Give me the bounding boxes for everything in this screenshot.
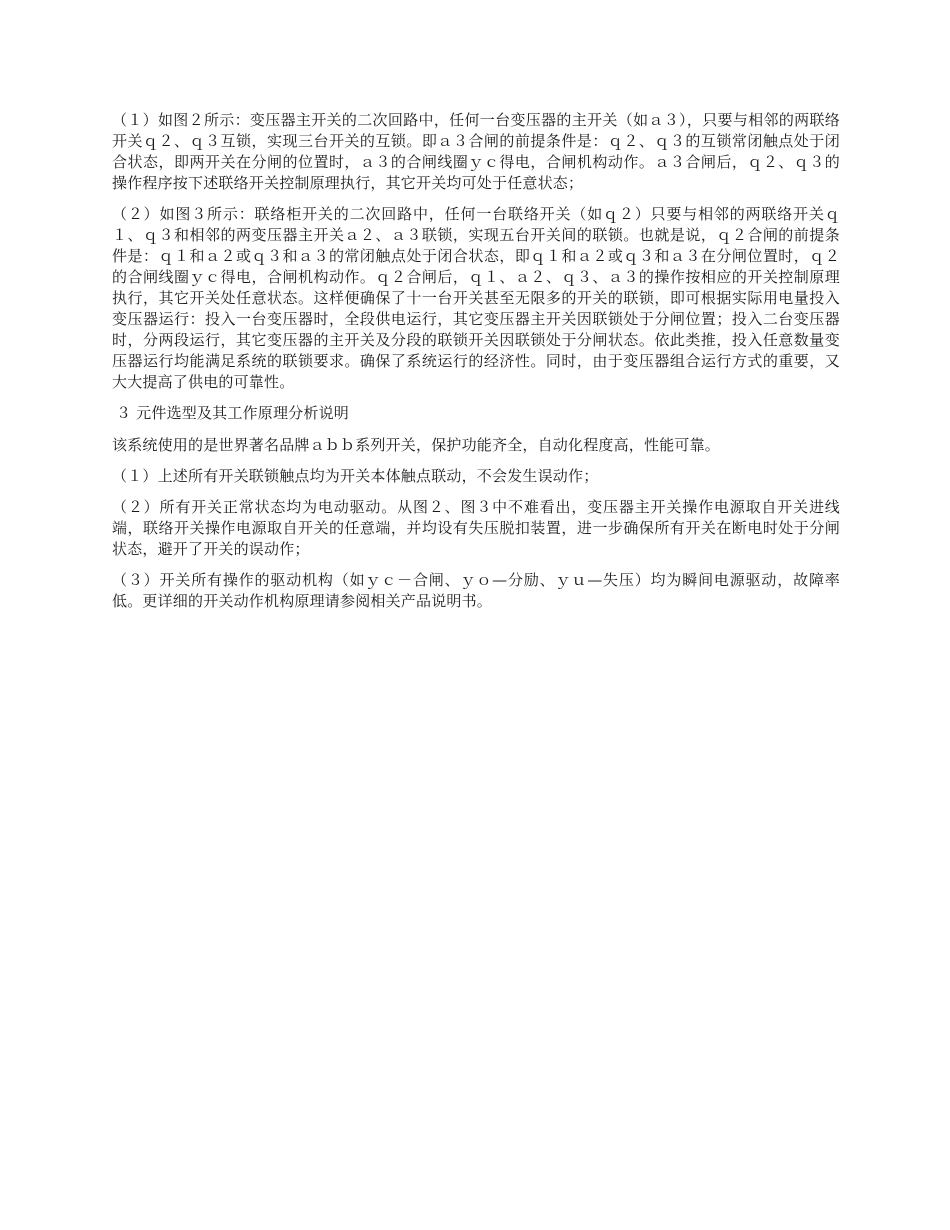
document-page <box>112 110 840 622</box>
paragraph-system-abb: 该系统使用的是世界著名品牌ａｂｂ系列开关，保护功能齐全，自动化程度高，性能可靠。 <box>112 436 721 454</box>
paragraph-item-3: （３）开关所有操作的驱动机构（如ｙｃ－合闸、ｙｏ—分励、ｙｕ—失压）均为瞬间电源驱动，故障率低。更详细的开关动作机构原理请参阅相关产品说明书。 <box>112 571 840 610</box>
paragraph-tie-switch: （２）如图３所示：联络柜开关的二次回路中，任何一台联络开关（如ｑ２）只要与相邻的两联络开关ｑ１、ｑ３和相邻的两变压器主开关ａ２、ａ３联锁，实现五台开关间的联锁。也就是说，ｑ２合闸的前提条件是：ｑ１和ａ２或ｑ３和ａ３的常闭触点处于闭合状态，即ｑ１和ａ２或ｑ３和ａ３在分闸位置时，ｑ２的合闸线圈ｙｃ得电，合闸机构动作。ｑ２合闸后，ｑ１、ａ２、ｑ３、ａ３的操作按相应的开关控制原理执行，其它开关处任意状态。这样便确保了十一台开关甚至无限多的开关的联锁，即可根据实际用电量投入变压器运行：投入一台变压器时，全段供电运行，其它变压器主开关因联锁处于分闸位置；投入二台变压器时，分两段运行，其它变压器的主开关及分段的联锁开关因联锁处于分闸状态。依此类推，投入任意数量变压器运行均能满足系统的联锁要求。确保了系统运行的经济性。同时，由于变压器组合运行方式的重要，又大大提高了供电的可靠性。 <box>112 205 840 391</box>
section-heading: ３ 元件选型及其工作原理分析说明 <box>116 404 349 422</box>
paragraph-item-1: （１）上述所有开关联锁触点均为开关本体触点联动，不会发生误动作； <box>112 467 599 485</box>
paragraph-transformer-main-switch: （１）如图２所示：变压器主开关的二次回路中，任何一台变压器的主开关（如ａ３），只要与相邻的两联络开关ｑ２、ｑ３互锁，实现三台开关的互锁。即ａ３合闸的前提条件是：ｑ２、ｑ３的互锁常闭触点处于闭合状态，即两开关在分闸的位置时，ａ３的合闸线圈ｙｃ得电，合闸机构动作。ａ３合闸后，ｑ２、ｑ３的操作程序按下述联络开关控制原理执行，其它开关均可处于任意状态； <box>112 111 840 192</box>
paragraph-item-2: （２）所有开关正常状态均为电动驱动。从图２、图３中不难看出，变压器主开关操作电源取自开关进线端，联络开关操作电源取自开关的任意端，并均设有失压脱扣装置，进一步确保所有开关在断电时处于分闸状态，避开了开关的误动作； <box>112 498 840 558</box>
